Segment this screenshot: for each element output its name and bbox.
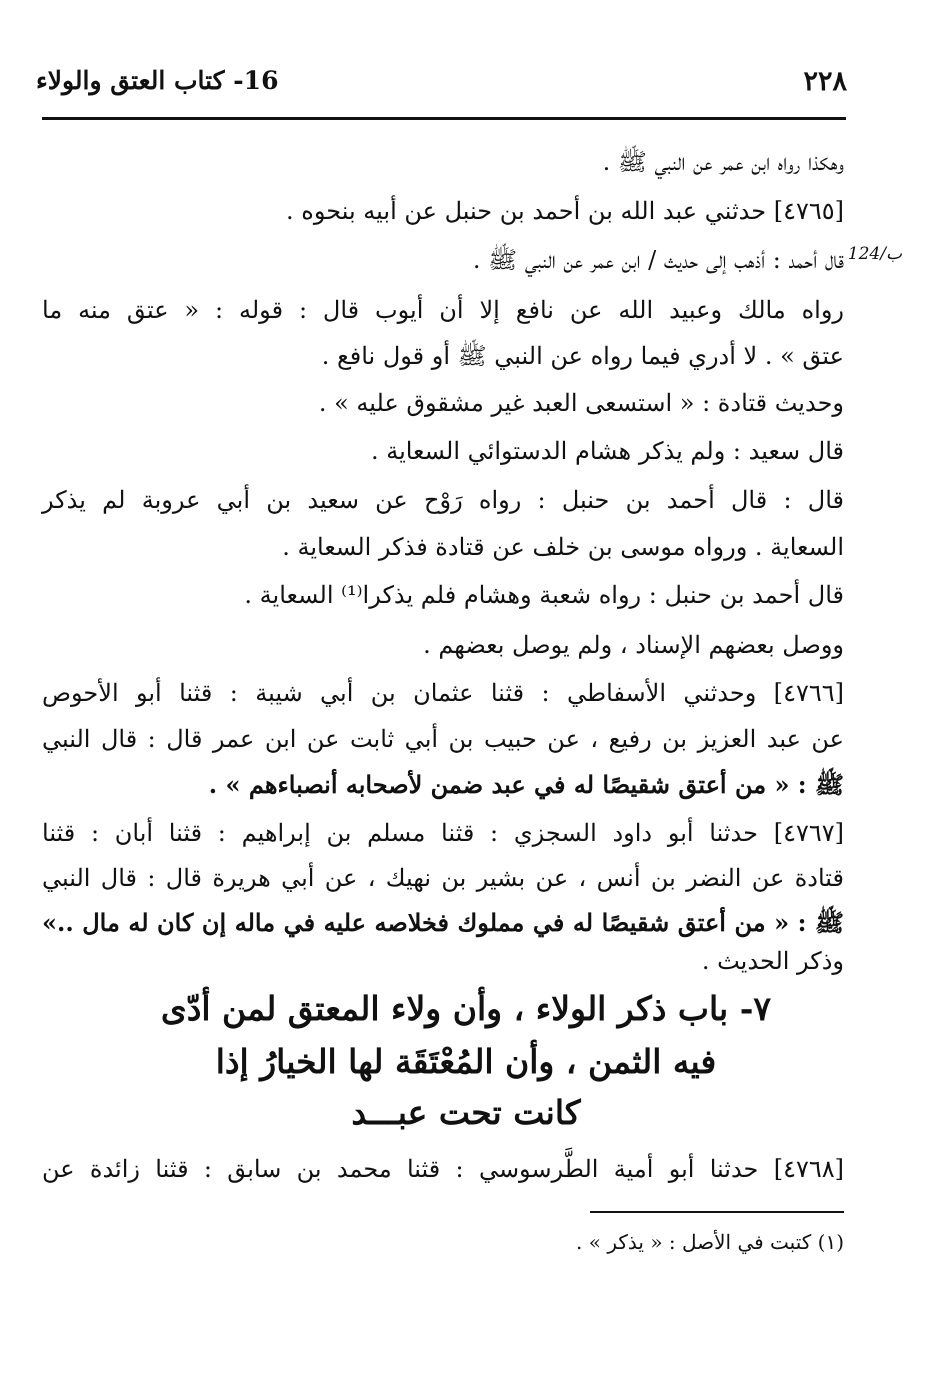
text-line: ووصل بعضهم الإسناد ، ولم يوصل بعضهم . (423, 631, 844, 659)
text-line: قال أحمد : أذهب إلى حديث / ابن عمر عن النبي ﷺ . (472, 246, 844, 274)
text-line: وهكذا رواه ابن عمر عن النبي ﷺ . (602, 148, 844, 176)
footnote-rule (590, 1211, 844, 1213)
footnote: (١) كتبت في الأصل : « يذكر » . (576, 1230, 844, 1254)
header-rule (42, 117, 846, 120)
hadith-line: [٤٧٦٦] وحدثني الأسفاطي : قثنا عثمان بن أبي شيبة : قثنا أبو الأحوص (42, 679, 844, 707)
text-line: وحديث قتادة : « استسعى العبد غير مشقوق عليه » . (318, 389, 844, 417)
page-number: ٢٢٨ (803, 66, 847, 97)
text-line: قال أحمد بن حنبل : رواه شعبة وهشام فلم يذكرا⁽¹⁾ السعاية . (244, 581, 844, 609)
text-line: قال : قال أحمد بن حنبل : رواه رَوْح عن سعيد بن أبي عروبة لم يذكر (42, 486, 844, 514)
margin-folio-note: 124/ب (847, 244, 902, 264)
hadith-line: [٤٧٦٧] حدثنا أبو داود السجزي : قثنا مسلم بن إبراهيم : قثنا أبان : قثنا (42, 819, 844, 847)
chapter-heading-line: ٧- باب ذكر الولاء ، وأن ولاء المعتق لمن أدّى (160, 989, 772, 1028)
text-line: عن عبد العزيز بن رفيع ، عن حبيب بن أبي ثابت عن ابن عمر قال : قال النبي (42, 725, 844, 753)
chapter-heading-line: فيه الثمن ، وأن المُعْتَقَة لها الخيارُ إذا (215, 1042, 717, 1081)
prophetic-saying-line: ﷺ : « من أعتق شقيصًا له في عبد ضمن لأصحابه أنصباءهم » . (208, 770, 844, 799)
running-header-title: 16- كتاب العتق والولاء (36, 66, 279, 95)
text-line: قال سعيد : ولم يذكر هشام الدستوائي السعاية . (370, 437, 844, 465)
hadith-line: [٤٧٦٨] حدثنا أبو أمية الطَّرسوسي : قثنا محمد بن سابق : قثنا زائدة عن (42, 1155, 844, 1183)
chapter-heading-line: كانت تحت عبـــد (351, 1093, 581, 1132)
text-line: السعاية . ورواه موسى بن خلف عن قتادة فذكر السعاية . (282, 533, 844, 561)
prophetic-saying-line: ﷺ : « من أعتق شقيصًا له في مملوك فخلاصه عليه في ماله إن كان له مال ..» (42, 908, 844, 937)
hadith-line: [٤٧٦٥] حدثني عبد الله بن أحمد بن حنبل عن أبيه بنحوه . (286, 197, 844, 225)
text-line: رواه مالك وعبيد الله عن نافع إلا أن أيوب قال : قوله : « عتق منه ما (42, 296, 844, 324)
text-line: قتادة عن النضر بن أنس ، عن بشير بن نهيك ، عن أبي هريرة قال : قال النبي (42, 864, 844, 892)
text-line: وذكر الحديث . (701, 947, 844, 975)
text-line: عتق » . لا أدري فيما رواه عن النبي ﷺ أو قول نافع . (321, 342, 844, 370)
